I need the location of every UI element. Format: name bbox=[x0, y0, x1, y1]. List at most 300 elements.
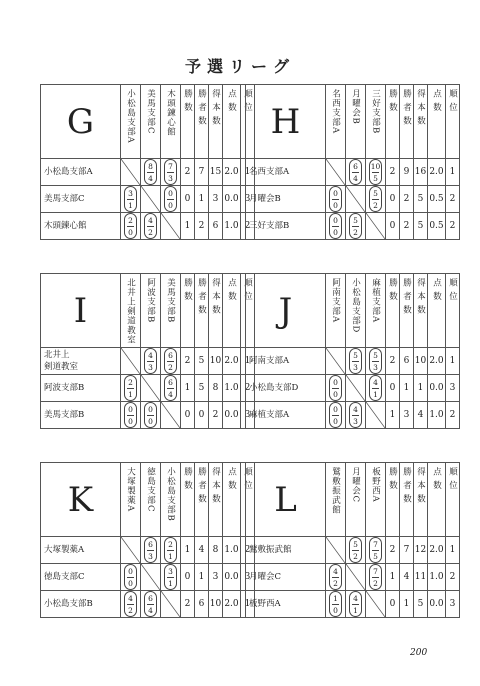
team-name: 鷲敷振武館 bbox=[246, 537, 326, 564]
score-top: 7 bbox=[373, 539, 378, 549]
team-column-header bbox=[326, 85, 346, 159]
diagonal-line-icon bbox=[346, 186, 365, 212]
score-top: 3 bbox=[168, 566, 173, 576]
match-score bbox=[329, 213, 342, 239]
stat-column-header bbox=[428, 85, 446, 159]
diagonal-cell bbox=[161, 591, 181, 618]
match-score bbox=[329, 186, 342, 212]
stat-value: 0.5 bbox=[428, 186, 446, 213]
stat-value: 10 bbox=[209, 591, 223, 618]
team-column-header-text: 鷲敷振武館 bbox=[330, 467, 341, 515]
score-divider bbox=[372, 550, 379, 551]
match-cell bbox=[326, 375, 346, 402]
stat-value: 1 bbox=[181, 375, 195, 402]
stat-column-header-text: 点数 bbox=[226, 278, 237, 305]
stat-value: 2 bbox=[446, 564, 460, 591]
score-divider bbox=[372, 577, 379, 578]
stat-column-header bbox=[428, 274, 446, 348]
league-table-l bbox=[242, 462, 460, 618]
stat-value: 3 bbox=[209, 564, 223, 591]
stat-value: 2.0 bbox=[223, 348, 241, 375]
stat-value: 1 bbox=[446, 537, 460, 564]
league-letter: I bbox=[41, 274, 121, 348]
score-bottom: 0 bbox=[333, 389, 338, 399]
stat-value: 3 bbox=[400, 402, 414, 429]
match-score bbox=[349, 348, 362, 374]
stat-value: 12 bbox=[414, 537, 428, 564]
match-cell bbox=[346, 537, 366, 564]
stat-value: 2 bbox=[446, 186, 460, 213]
stat-column-header bbox=[181, 463, 195, 537]
score-divider bbox=[127, 199, 134, 200]
team-column-header bbox=[366, 274, 386, 348]
stat-column-header bbox=[195, 85, 209, 159]
team-name: 月曜会C bbox=[246, 564, 326, 591]
stat-column-header-text: 点数 bbox=[226, 467, 237, 494]
diagonal-line-icon bbox=[346, 375, 365, 401]
match-score bbox=[144, 348, 157, 374]
league-table-i bbox=[40, 273, 255, 429]
team-column-header-text: 大塚製薬A bbox=[125, 467, 136, 513]
score-divider bbox=[167, 388, 174, 389]
stat-value: 15 bbox=[209, 159, 223, 186]
match-cell bbox=[121, 564, 141, 591]
score-top: 5 bbox=[353, 350, 358, 360]
score-top: 10 bbox=[370, 161, 381, 171]
score-top: 2 bbox=[128, 215, 133, 225]
team-name: 美馬支部B bbox=[41, 402, 121, 429]
stat-column-header-text: 勝数 bbox=[182, 467, 193, 494]
table-row bbox=[41, 186, 255, 213]
score-top: 0 bbox=[333, 215, 338, 225]
page-number: 200 bbox=[410, 648, 428, 658]
match-score bbox=[369, 375, 382, 401]
score-top: 3 bbox=[128, 188, 133, 198]
match-score bbox=[124, 375, 137, 401]
stat-column-header-text: 得本数 bbox=[415, 467, 426, 508]
score-bottom: 0 bbox=[333, 200, 338, 210]
score-bottom: 2 bbox=[373, 200, 378, 210]
stat-value: 1.0 bbox=[223, 213, 241, 240]
match-score bbox=[124, 213, 137, 239]
match-cell bbox=[326, 402, 346, 429]
match-cell bbox=[366, 537, 386, 564]
stat-column-header bbox=[400, 274, 414, 348]
match-score bbox=[164, 186, 177, 212]
stat-value: 2 bbox=[241, 213, 255, 240]
match-score bbox=[369, 537, 382, 563]
stat-value: 1.0 bbox=[223, 375, 241, 402]
stat-value: 1 bbox=[400, 375, 414, 402]
team-column-header bbox=[366, 463, 386, 537]
team-column-header bbox=[121, 85, 141, 159]
score-top: 4 bbox=[128, 593, 133, 603]
diagonal-cell bbox=[161, 213, 181, 240]
team-name: 麻植支部A bbox=[246, 402, 326, 429]
stat-column-header bbox=[414, 85, 428, 159]
score-divider bbox=[332, 388, 339, 389]
table-row bbox=[246, 564, 460, 591]
team-column-header-text: 名西支部A bbox=[330, 89, 341, 135]
stat-value: 2.0 bbox=[428, 159, 446, 186]
score-bottom: 0 bbox=[128, 416, 133, 426]
match-score bbox=[144, 213, 157, 239]
league-table-j bbox=[242, 273, 460, 429]
table-row bbox=[246, 213, 460, 240]
team-column-header-text: 美馬支部B bbox=[165, 278, 176, 324]
stat-value: 2 bbox=[181, 591, 195, 618]
match-cell bbox=[326, 213, 346, 240]
diagonal-line-icon bbox=[346, 564, 365, 590]
score-divider bbox=[167, 172, 174, 173]
score-divider bbox=[147, 604, 154, 605]
stat-column-header-text: 順位 bbox=[447, 278, 458, 305]
score-bottom: 0 bbox=[168, 200, 173, 210]
match-score bbox=[369, 186, 382, 212]
team-column-header bbox=[346, 274, 366, 348]
match-cell bbox=[161, 186, 181, 213]
match-score bbox=[329, 591, 342, 617]
match-cell bbox=[346, 402, 366, 429]
team-column-header bbox=[326, 463, 346, 537]
stat-column-header-text: 得本数 bbox=[210, 89, 221, 130]
score-divider bbox=[147, 415, 154, 416]
diagonal-line-icon bbox=[141, 564, 160, 590]
match-cell bbox=[366, 375, 386, 402]
diagonal-cell bbox=[141, 564, 161, 591]
score-bottom: 3 bbox=[373, 362, 378, 372]
table-row bbox=[41, 402, 255, 429]
league-letter: L bbox=[246, 463, 326, 537]
match-cell bbox=[161, 159, 181, 186]
stat-column-header-text: 順位 bbox=[447, 467, 458, 494]
stat-value: 2 bbox=[386, 348, 400, 375]
table-row bbox=[41, 213, 255, 240]
stat-value: 2.0 bbox=[428, 348, 446, 375]
match-score bbox=[164, 375, 177, 401]
team-column-header-text: 板野西A bbox=[370, 467, 381, 503]
match-cell bbox=[121, 591, 141, 618]
match-cell bbox=[346, 591, 366, 618]
stat-value: 3 bbox=[241, 186, 255, 213]
table-row bbox=[246, 537, 460, 564]
score-bottom: 1 bbox=[353, 605, 358, 615]
table-row bbox=[41, 591, 255, 618]
stat-value: 2 bbox=[195, 213, 209, 240]
table-row bbox=[246, 348, 460, 375]
league-letter: G bbox=[41, 85, 121, 159]
stat-column-header bbox=[400, 463, 414, 537]
diagonal-line-icon bbox=[121, 537, 140, 563]
stat-value: 0 bbox=[386, 591, 400, 618]
score-divider bbox=[127, 226, 134, 227]
match-cell bbox=[141, 537, 161, 564]
league-letter: J bbox=[246, 274, 326, 348]
stat-column-header bbox=[428, 463, 446, 537]
match-score bbox=[349, 537, 362, 563]
stat-value: 0 bbox=[181, 186, 195, 213]
stat-value: 0.0 bbox=[223, 402, 241, 429]
stat-value: 2 bbox=[241, 537, 255, 564]
diagonal-cell bbox=[366, 213, 386, 240]
score-bottom: 2 bbox=[353, 551, 358, 561]
score-bottom: 1 bbox=[128, 200, 133, 210]
stat-value: 0.0 bbox=[428, 591, 446, 618]
score-bottom: 0 bbox=[333, 416, 338, 426]
match-cell bbox=[346, 159, 366, 186]
diagonal-cell bbox=[121, 537, 141, 564]
match-cell bbox=[141, 402, 161, 429]
stat-column-header bbox=[223, 85, 241, 159]
diagonal-cell bbox=[326, 159, 346, 186]
match-cell bbox=[346, 213, 366, 240]
match-cell bbox=[121, 402, 141, 429]
score-top: 4 bbox=[148, 215, 153, 225]
team-column-header bbox=[346, 463, 366, 537]
diagonal-line-icon bbox=[326, 537, 345, 563]
match-score bbox=[349, 591, 362, 617]
score-divider bbox=[332, 604, 339, 605]
score-divider bbox=[332, 199, 339, 200]
match-cell bbox=[141, 213, 161, 240]
stat-column-header-text: 順位 bbox=[242, 467, 253, 494]
league-table-h bbox=[242, 84, 460, 240]
stat-column-header-text: 勝数 bbox=[387, 89, 398, 116]
diagonal-cell bbox=[141, 186, 161, 213]
score-bottom: 0 bbox=[148, 416, 153, 426]
match-score bbox=[164, 537, 177, 563]
stat-value: 5 bbox=[195, 348, 209, 375]
score-bottom: 1 bbox=[373, 389, 378, 399]
stat-value: 3 bbox=[241, 402, 255, 429]
score-divider bbox=[167, 550, 174, 551]
stat-column-header-text: 得本数 bbox=[415, 89, 426, 130]
stat-value: 1.0 bbox=[428, 402, 446, 429]
score-divider bbox=[127, 388, 134, 389]
score-divider bbox=[167, 361, 174, 362]
stat-value: 2.0 bbox=[223, 159, 241, 186]
team-name: 板野西A bbox=[246, 591, 326, 618]
score-bottom: 4 bbox=[353, 173, 358, 183]
team-column-header bbox=[161, 463, 181, 537]
stat-value: 0.0 bbox=[223, 564, 241, 591]
match-score bbox=[329, 375, 342, 401]
diagonal-line-icon bbox=[161, 213, 180, 239]
score-top: 0 bbox=[168, 188, 173, 198]
stat-value: 1 bbox=[446, 159, 460, 186]
score-top: 0 bbox=[333, 188, 338, 198]
stat-column-header bbox=[223, 463, 241, 537]
stat-column-header bbox=[195, 463, 209, 537]
match-cell bbox=[366, 564, 386, 591]
stat-value: 5 bbox=[414, 186, 428, 213]
score-divider bbox=[167, 199, 174, 200]
match-score bbox=[164, 159, 177, 185]
stat-value: 0 bbox=[181, 564, 195, 591]
stat-value: 9 bbox=[400, 159, 414, 186]
score-top: 7 bbox=[168, 161, 173, 171]
team-name: 小松島支部B bbox=[41, 591, 121, 618]
stat-column-header-text: 勝者数 bbox=[401, 278, 412, 319]
team-column-header-text: 三好支部B bbox=[370, 89, 381, 135]
team-name: 木頭鍊心館 bbox=[41, 213, 121, 240]
stat-column-header bbox=[181, 274, 195, 348]
score-bottom: 0 bbox=[128, 227, 133, 237]
score-divider bbox=[352, 550, 359, 551]
stat-value: 1.0 bbox=[223, 537, 241, 564]
score-divider bbox=[127, 604, 134, 605]
score-bottom: 4 bbox=[148, 173, 153, 183]
diagonal-cell bbox=[121, 159, 141, 186]
stat-value: 4 bbox=[195, 537, 209, 564]
stat-value: 1 bbox=[181, 537, 195, 564]
stat-value: 1 bbox=[181, 213, 195, 240]
stat-column-header-text: 勝者数 bbox=[196, 467, 207, 508]
table-row bbox=[41, 348, 255, 375]
match-cell bbox=[366, 348, 386, 375]
diagonal-line-icon bbox=[366, 591, 385, 617]
stat-value: 3 bbox=[446, 375, 460, 402]
stat-value: 8 bbox=[209, 375, 223, 402]
match-cell bbox=[141, 348, 161, 375]
stat-value: 0 bbox=[386, 375, 400, 402]
diagonal-cell bbox=[326, 348, 346, 375]
match-cell bbox=[141, 159, 161, 186]
team-column-header-text: 月曜会C bbox=[350, 467, 361, 504]
team-column-header bbox=[121, 463, 141, 537]
stat-value: 1 bbox=[414, 375, 428, 402]
score-top: 6 bbox=[148, 593, 153, 603]
score-divider bbox=[372, 199, 379, 200]
score-bottom: 1 bbox=[168, 551, 173, 561]
match-cell bbox=[141, 591, 161, 618]
stat-column-header bbox=[195, 274, 209, 348]
stat-value: 2 bbox=[446, 213, 460, 240]
stat-value: 2 bbox=[400, 213, 414, 240]
score-divider bbox=[352, 361, 359, 362]
stat-value: 5 bbox=[414, 213, 428, 240]
stat-column-header bbox=[209, 274, 223, 348]
score-divider bbox=[352, 604, 359, 605]
score-divider bbox=[147, 172, 154, 173]
table-row bbox=[41, 159, 255, 186]
stat-value: 4 bbox=[414, 402, 428, 429]
stat-column-header bbox=[181, 85, 195, 159]
stat-column-header-text: 順位 bbox=[447, 89, 458, 116]
score-top: 4 bbox=[373, 377, 378, 387]
score-top: 4 bbox=[333, 566, 338, 576]
stat-value: 6 bbox=[209, 213, 223, 240]
stat-column-header bbox=[414, 274, 428, 348]
match-cell bbox=[161, 375, 181, 402]
team-name: 北井上 剣道教室 bbox=[41, 348, 121, 375]
table-row bbox=[246, 402, 460, 429]
team-name: 阿南支部A bbox=[246, 348, 326, 375]
stat-value: 2 bbox=[209, 402, 223, 429]
stat-column-header-text: 勝者数 bbox=[401, 89, 412, 130]
match-cell bbox=[366, 159, 386, 186]
stat-value: 7 bbox=[195, 159, 209, 186]
diagonal-cell bbox=[366, 402, 386, 429]
stat-value: 8 bbox=[209, 537, 223, 564]
team-name: 美馬支部C bbox=[41, 186, 121, 213]
league-letter: K bbox=[41, 463, 121, 537]
diagonal-line-icon bbox=[121, 348, 140, 374]
stat-value: 1 bbox=[446, 348, 460, 375]
score-top: 6 bbox=[168, 350, 173, 360]
stat-column-header bbox=[386, 274, 400, 348]
score-divider bbox=[372, 172, 379, 173]
stat-value: 1 bbox=[400, 591, 414, 618]
team-name: 小松島支部A bbox=[41, 159, 121, 186]
team-column-header bbox=[161, 85, 181, 159]
score-divider bbox=[167, 577, 174, 578]
match-score bbox=[329, 564, 342, 590]
match-score bbox=[349, 402, 362, 428]
stat-value: 5 bbox=[195, 375, 209, 402]
diagonal-cell bbox=[346, 564, 366, 591]
stat-value: 16 bbox=[414, 159, 428, 186]
score-bottom: 2 bbox=[168, 362, 173, 372]
stat-column-header bbox=[209, 85, 223, 159]
stat-value: 11 bbox=[414, 564, 428, 591]
score-divider bbox=[332, 226, 339, 227]
score-top: 5 bbox=[353, 539, 358, 549]
stat-value: 2 bbox=[181, 159, 195, 186]
score-divider bbox=[352, 415, 359, 416]
score-top: 0 bbox=[128, 404, 133, 414]
table-row bbox=[41, 537, 255, 564]
match-cell bbox=[121, 186, 141, 213]
score-bottom: 3 bbox=[148, 362, 153, 372]
match-cell bbox=[326, 591, 346, 618]
stat-value: 1 bbox=[241, 591, 255, 618]
team-column-header-text: 徳島支部C bbox=[145, 467, 156, 513]
stat-column-header-text: 点数 bbox=[431, 89, 442, 116]
team-column-header-text: 阿南支部A bbox=[330, 278, 341, 324]
score-bottom: 2 bbox=[373, 578, 378, 588]
diagonal-line-icon bbox=[141, 375, 160, 401]
score-top: 2 bbox=[168, 539, 173, 549]
stat-column-header-text: 得本数 bbox=[210, 467, 221, 508]
league-table-g bbox=[40, 84, 255, 240]
team-column-header bbox=[121, 274, 141, 348]
stat-value: 2 bbox=[446, 402, 460, 429]
stat-column-header bbox=[446, 274, 460, 348]
team-name: 阿波支部B bbox=[41, 375, 121, 402]
match-cell bbox=[326, 186, 346, 213]
stat-value: 2 bbox=[181, 348, 195, 375]
stat-value: 5 bbox=[414, 591, 428, 618]
stat-value: 1 bbox=[241, 348, 255, 375]
stat-column-header bbox=[223, 274, 241, 348]
stat-value: 3 bbox=[446, 591, 460, 618]
match-score bbox=[124, 186, 137, 212]
match-score bbox=[124, 402, 137, 428]
diagonal-cell bbox=[121, 348, 141, 375]
team-column-header-text: 麻植支部A bbox=[370, 278, 381, 324]
stat-column-header-text: 順位 bbox=[242, 278, 253, 305]
score-divider bbox=[147, 226, 154, 227]
score-divider bbox=[332, 577, 339, 578]
stat-column-header bbox=[446, 85, 460, 159]
table-row bbox=[41, 564, 255, 591]
stat-column-header-text: 点数 bbox=[431, 467, 442, 494]
score-divider bbox=[147, 550, 154, 551]
score-top: 6 bbox=[148, 539, 153, 549]
stat-value: 3 bbox=[241, 564, 255, 591]
team-column-header bbox=[366, 85, 386, 159]
